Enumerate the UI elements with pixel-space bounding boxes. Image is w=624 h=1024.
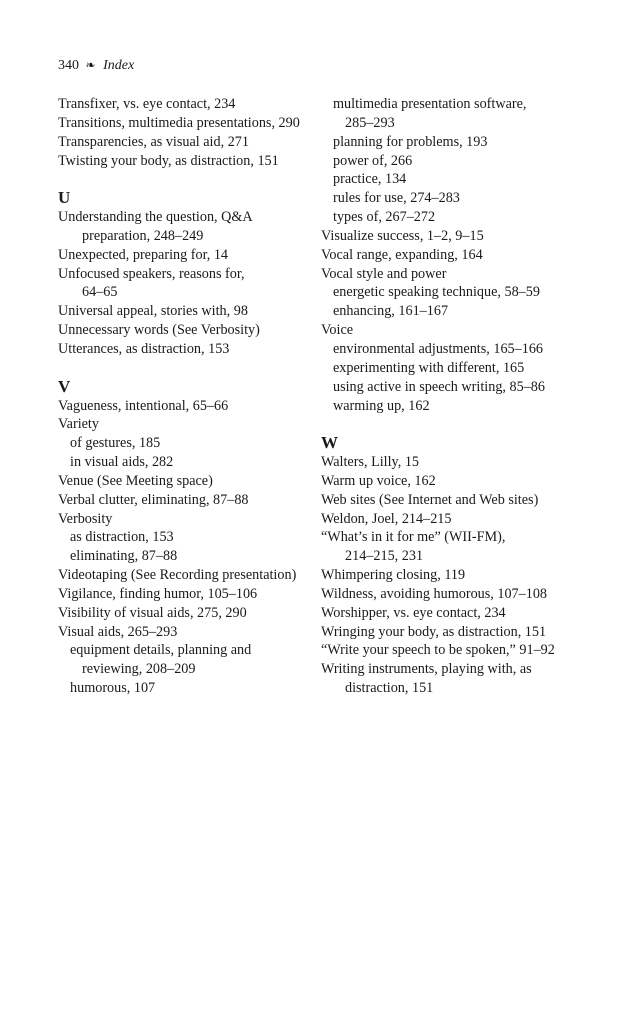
- index-entry: Transparencies, as visual aid, 271: [58, 133, 249, 150]
- index-subentry: using active in speech writing, 85–86: [333, 378, 545, 395]
- index-entry: Variety: [58, 416, 99, 433]
- index-subentry: equipment details, planning and: [70, 642, 252, 659]
- index-entry: Videotaping (See Recording presentation): [58, 567, 297, 584]
- index-entry: Wildness, avoiding humorous, 107–108: [321, 585, 548, 602]
- index-entry-continuation: 285–293: [345, 114, 395, 131]
- index-entry-continuation: 64–65: [82, 284, 118, 301]
- index-column-right: [321, 95, 601, 698]
- section-spacer: [58, 170, 310, 189]
- index-subentry: multimedia presentation software,: [333, 96, 527, 112]
- index-subentry: types of, 267–272: [333, 209, 436, 226]
- index-entry: Web sites (See Internet and Web sites): [321, 491, 539, 508]
- index-entry: Visibility of visual aids, 275, 290: [58, 604, 247, 621]
- section-letter-heading: U: [58, 188, 71, 208]
- index-entry: Visual aids, 265–293: [58, 623, 178, 640]
- index-entry-continuation: 214–215, 231: [345, 548, 424, 565]
- index-entry: “Write your speech to be spoken,” 91–92: [321, 642, 555, 659]
- index-entry: Warm up voice, 162: [321, 472, 436, 489]
- index-subentry: planning for problems, 193: [333, 133, 488, 150]
- section-spacer: [321, 415, 601, 434]
- index-entry: Transfixer, vs. eye contact, 234: [58, 96, 236, 112]
- index-subentry: environmental adjustments, 165–166: [333, 340, 544, 357]
- index-entry: Weldon, Joel, 214–215: [321, 510, 452, 527]
- index-entry: Voice: [321, 322, 354, 339]
- index-entry: Writing instruments, playing with, as: [321, 661, 532, 678]
- index-entry: Vagueness, intentional, 65–66: [58, 397, 229, 414]
- index-entry: Understanding the question, Q&A: [58, 209, 253, 226]
- index-column-left: [58, 95, 310, 698]
- index-subentry: of gestures, 185: [70, 435, 161, 452]
- index-entry: Vocal style and power: [321, 265, 447, 282]
- index-entry: Vocal range, expanding, 164: [321, 246, 483, 263]
- index-entry: Visualize success, 1–2, 9–15: [321, 227, 484, 244]
- index-subentry: humorous, 107: [70, 680, 156, 697]
- index-subentry: enhancing, 161–167: [333, 303, 449, 320]
- index-entry: Venue (See Meeting space): [58, 472, 213, 489]
- running-title: Index: [103, 58, 135, 73]
- index-entry: Wringing your body, as distraction, 151: [321, 623, 547, 640]
- index-entry: Unfocused speakers, reasons for,: [58, 265, 245, 282]
- index-subentry: in visual aids, 282: [70, 454, 174, 471]
- index-subentry: energetic speaking technique, 58–59: [333, 284, 540, 301]
- section-letter-heading: W: [321, 433, 338, 453]
- index-entry-continuation: distraction, 151: [345, 680, 434, 697]
- index-entry: Unexpected, preparing for, 14: [58, 246, 229, 263]
- index-entry: Walters, Lilly, 15: [321, 454, 420, 471]
- index-entry-continuation: preparation, 248–249: [82, 227, 204, 244]
- index-entry: Unnecessary words (See Verbosity): [58, 322, 260, 339]
- index-entry: Vigilance, finding humor, 105–106: [58, 585, 258, 602]
- section-letter-heading: V: [58, 376, 71, 396]
- running-header: [58, 55, 134, 76]
- index-entry: Transitions, multimedia presentations, 290: [58, 114, 300, 131]
- index-entry-continuation: reviewing, 208–209: [82, 661, 196, 678]
- index-entry: Worshipper, vs. eye contact, 234: [321, 604, 506, 621]
- index-entry: Twisting your body, as distraction, 151: [58, 152, 279, 169]
- index-subentry: experimenting with different, 165: [333, 359, 525, 376]
- section-spacer: [58, 359, 310, 378]
- index-subentry: power of, 266: [333, 152, 413, 169]
- index-entry: “What’s in it for me” (WII-FM),: [321, 529, 506, 546]
- index-subentry: warming up, 162: [333, 397, 430, 414]
- index-subentry: as distraction, 153: [70, 529, 174, 546]
- index-subentry: practice, 134: [333, 171, 407, 188]
- index-subentry: rules for use, 274–283: [333, 190, 460, 207]
- index-entry: Verbosity: [58, 510, 113, 527]
- index-entry: Whimpering closing, 119: [321, 567, 466, 584]
- index-entry: Universal appeal, stories with, 98: [58, 303, 248, 320]
- page-number: 340: [58, 58, 79, 73]
- fleuron-ornament-icon: ❧: [85, 58, 96, 72]
- index-entry: Utterances, as distraction, 153: [58, 340, 230, 357]
- index-subentry: eliminating, 87–88: [70, 548, 178, 565]
- index-entry: Verbal clutter, eliminating, 87–88: [58, 491, 249, 508]
